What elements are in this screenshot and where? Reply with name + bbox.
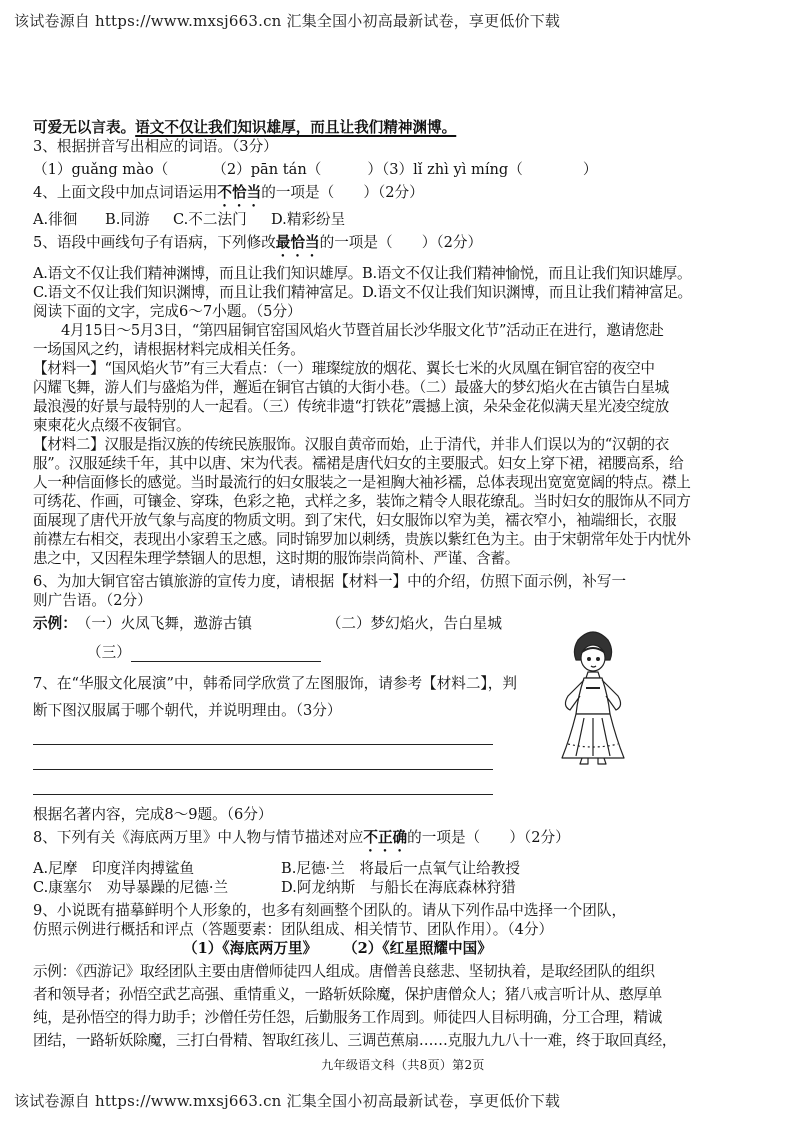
q8-options-row-1 (33, 859, 773, 878)
q6-stem-2: 则广告语。（2分） (33, 592, 152, 609)
q8-stem-c: 的一项是（ ）（2分） (407, 829, 570, 846)
q9-example-line-2: 者和领导者；孙悟空武艺高强、重情重义，一路斩妖除魔，保护唐僧众人；猪八戒言听计从、憨厚单 (33, 986, 662, 1003)
q5-keyword: 最恰当 (275, 234, 320, 251)
q6-example-1: （一）火凤飞舞，遨游古镇 (76, 615, 252, 632)
q9-example-line-3: 纯，是孙悟空的得力助手；沙僧任劳任怨，后勤服务工作周到。师徒四人目标明确，分工合理，精诚 (33, 1009, 662, 1026)
q7-answer-line-1[interactable] (33, 720, 493, 745)
q8-option-a: A.尼摩 印度洋肉搏鲨鱼 (33, 860, 195, 877)
q3-stem: 3、根据拼音写出相应的词语。（3分） (33, 138, 278, 155)
q8-stem-a: 8、下列有关《海底两万里》中人物与情节描述对应 (33, 829, 364, 846)
q9-work-2: （2）《红星照耀中国》 (343, 940, 492, 957)
material-2-line-6: 前襟左右相交，表现出小家碧玉之感。同时锦罗加以刺绣，贵族以紫红色为主。由于宋朝常年处于内忧外 (33, 531, 691, 548)
q6-example (33, 614, 773, 633)
q4-options (33, 210, 773, 229)
q6-example-label: 示例： (33, 615, 77, 632)
q7-stem-1: 7、在“华服文化展演”中，韩希同学欣赏了左图服饰，请参考【材料二】，判 (33, 675, 517, 692)
q4-option-d: D.精彩纷呈 (271, 211, 346, 228)
q9-example-line-1: 示例：《西游记》取经团队主要由唐僧师徒四人组成。唐僧善良慈悲、坚韧执着，是取经团队的组织 (33, 963, 655, 980)
q6-example-2: （二）梦幻焰火，告白星城 (326, 615, 502, 632)
q4-stem (33, 183, 773, 210)
q3-item-3: ）（3）lǐ zhì yì míng（ (367, 161, 523, 178)
reading-intro-1: 4月15日～5月3日，“第四届铜官窑国风焰火节暨首届长沙华服文化节”活动正在进行，邀请您赴 (61, 322, 664, 339)
material-1-line-4: 柬柬花火点缀不夜铜官。 (33, 417, 191, 434)
material-2-line-7: 患之中，又因程朱理学禁锢人的思想，这时期的服饰崇尚简朴、严谨、含蓄。 (33, 550, 519, 567)
q5-stem-a: 5、语段中画线句子有语病，下列修改 (33, 234, 276, 251)
q8-stem (33, 828, 773, 855)
material-2-line-4: 可绣花、作画，可镶金、穿珠，色彩之艳，式样之多，装饰之精令人眼花缭乱。当时妇女的服饰从不同方 (33, 493, 691, 510)
q4-option-a: A.徘徊 (33, 211, 78, 228)
q8-option-b: B.尼德·兰 将最后一点氧气让给教授 (281, 860, 520, 877)
q9-work-1: （1）《海底两万里》 (183, 940, 318, 957)
q7-answer-line-2[interactable] (33, 745, 493, 770)
reading-intro-2: 一场国风之约，请根据材料完成相关任务。 (33, 341, 305, 358)
page-footer: 九年级语文科（共8页）第2页 (321, 1058, 485, 1072)
q3-items (33, 160, 773, 179)
q8-options-row-2 (33, 878, 773, 897)
intro-line (33, 118, 773, 137)
material-1-line-2: 闪耀飞舞，游人们与盛焰为伴，邂逅在铜官古镇的大街小巷。（二）最盛大的梦幻焰火在古镇告白星城 (33, 379, 669, 396)
material-1-line-3: 最浪漫的好景与最特别的人一起看。（三）传统非遗“打铁花”震撼上演，朵朵金花似满天星光凌空绽放 (33, 398, 669, 415)
material-2-line-3: 人一种信面修长的感觉。当时最流行的妇女服装之一是袒胸大袖衫襦，总体表现出宽宽宽阔的特点。襟上 (33, 474, 691, 491)
material-2-line-5: 面展现了唐代开放气象与高度的物质文明。到了宋代，妇女服饰以窄为美，襦衣窄小，袖端细长，衣服 (33, 512, 677, 529)
q6-stem-1: 6、为加大铜官窑古镇旅游的宣传力度，请根据【材料一】中的介绍，仿照下面示例，补写一 (33, 573, 627, 590)
q9-example-line-4: 团结，一路斩妖除魔，三打白骨精、智取红孩儿、三调芭蕉扇……克服九九八十一难，终于取回真经， (33, 1032, 677, 1049)
material-2-line-2: 服”。汉服延续千年，其中以唐、宋为代表。襦裙是唐代妇女的主要服式。妇女上穿下裙，裙腰高系，给 (33, 455, 684, 472)
classics-stem: 根据名著内容，完成8～9题。（6分） (33, 806, 273, 823)
hanfu-girl-illustration (548, 626, 638, 766)
reading-stem: 阅读下面的文字，完成6～7小题。（5分） (33, 303, 302, 320)
source-banner-bottom: 该试卷源自 https://www.mxsj663.cn 汇集全国小初高最新试卷，享更低价下载 (14, 1092, 561, 1110)
q4-keyword: 不恰当 (217, 184, 262, 201)
q3-item-4: ） (582, 161, 598, 178)
q9-stem-2: 仿照示例进行概括和评点（答题要素：团队组成、相关情节、团队作用）。（4分） (33, 921, 554, 938)
source-banner-top: 该试卷源自 https://www.mxsj663.cn 汇集全国小初高最新试卷，享更低价下载 (14, 12, 561, 30)
q8-keyword: 不正确 (363, 829, 408, 846)
q3-item-2: （2）pān tán（ (212, 161, 322, 178)
q4-stem-c: 的一项是（ ）（2分） (261, 184, 424, 201)
q5-options-line-2: C.语文不仅让我们知识渊博，而且让我们精神富足。D.语文不仅让我们知识渊博，而且让我们精神富足。 (33, 284, 692, 301)
material-1-line-1: 【材料一】“国风焰火节”有三大看点：（一）璀璨绽放的烟花、翼长七米的火凤凰在铜官窑的夜空中 (33, 360, 655, 377)
q5-stem (33, 233, 773, 260)
q6-blank-label: （三） (87, 644, 131, 661)
q7-answer-line-3[interactable] (33, 770, 493, 795)
intro-prefix: 可爱无以言表。 (33, 119, 136, 136)
q8-option-d: D.阿龙纳斯 与船长在海底森林狩猎 (281, 879, 516, 896)
q5-stem-c: 的一项是（ ）（2分） (319, 234, 483, 251)
q8-option-c: C.康塞尔 劝导暴躁的尼德·兰 (33, 879, 229, 896)
q9-stem-1: 9、小说既有描摹鲜明个人形象的，也多有刻画整个团队的。请从下列作品中选择一个团队， (33, 902, 627, 919)
material-2-line-1: 【材料二】汉服是指汉族的传统民族服饰。汉服自黄帝而始，止于清代，并非人们误以为的“汉朝的衣 (33, 436, 670, 453)
q4-option-b: B.同游 (105, 211, 150, 228)
exam-page (33, 118, 773, 1073)
q6-answer-row (33, 643, 773, 662)
q5-options-line-1: A.语文不仅让我们精神渊博，而且让我们知识雄厚。B.语文不仅让我们精神愉悦，而且让我们知识雄厚。 (33, 265, 692, 282)
q3-item-1: （1）guǎng mào（ (33, 161, 169, 178)
q4-stem-a: 4、上面文段中加点词语运用 (33, 184, 218, 201)
q9-works (33, 939, 773, 958)
q4-option-c: C.不二法门 (173, 211, 247, 228)
q7-stem-2: 断下图汉服属于哪个朝代，并说明理由。（3分） (33, 702, 342, 719)
intro-underlined-sentence: 语文不仅让我们知识雄厚，而且让我们精神渊博。 (135, 119, 457, 136)
q6-answer-blank[interactable] (131, 645, 321, 662)
